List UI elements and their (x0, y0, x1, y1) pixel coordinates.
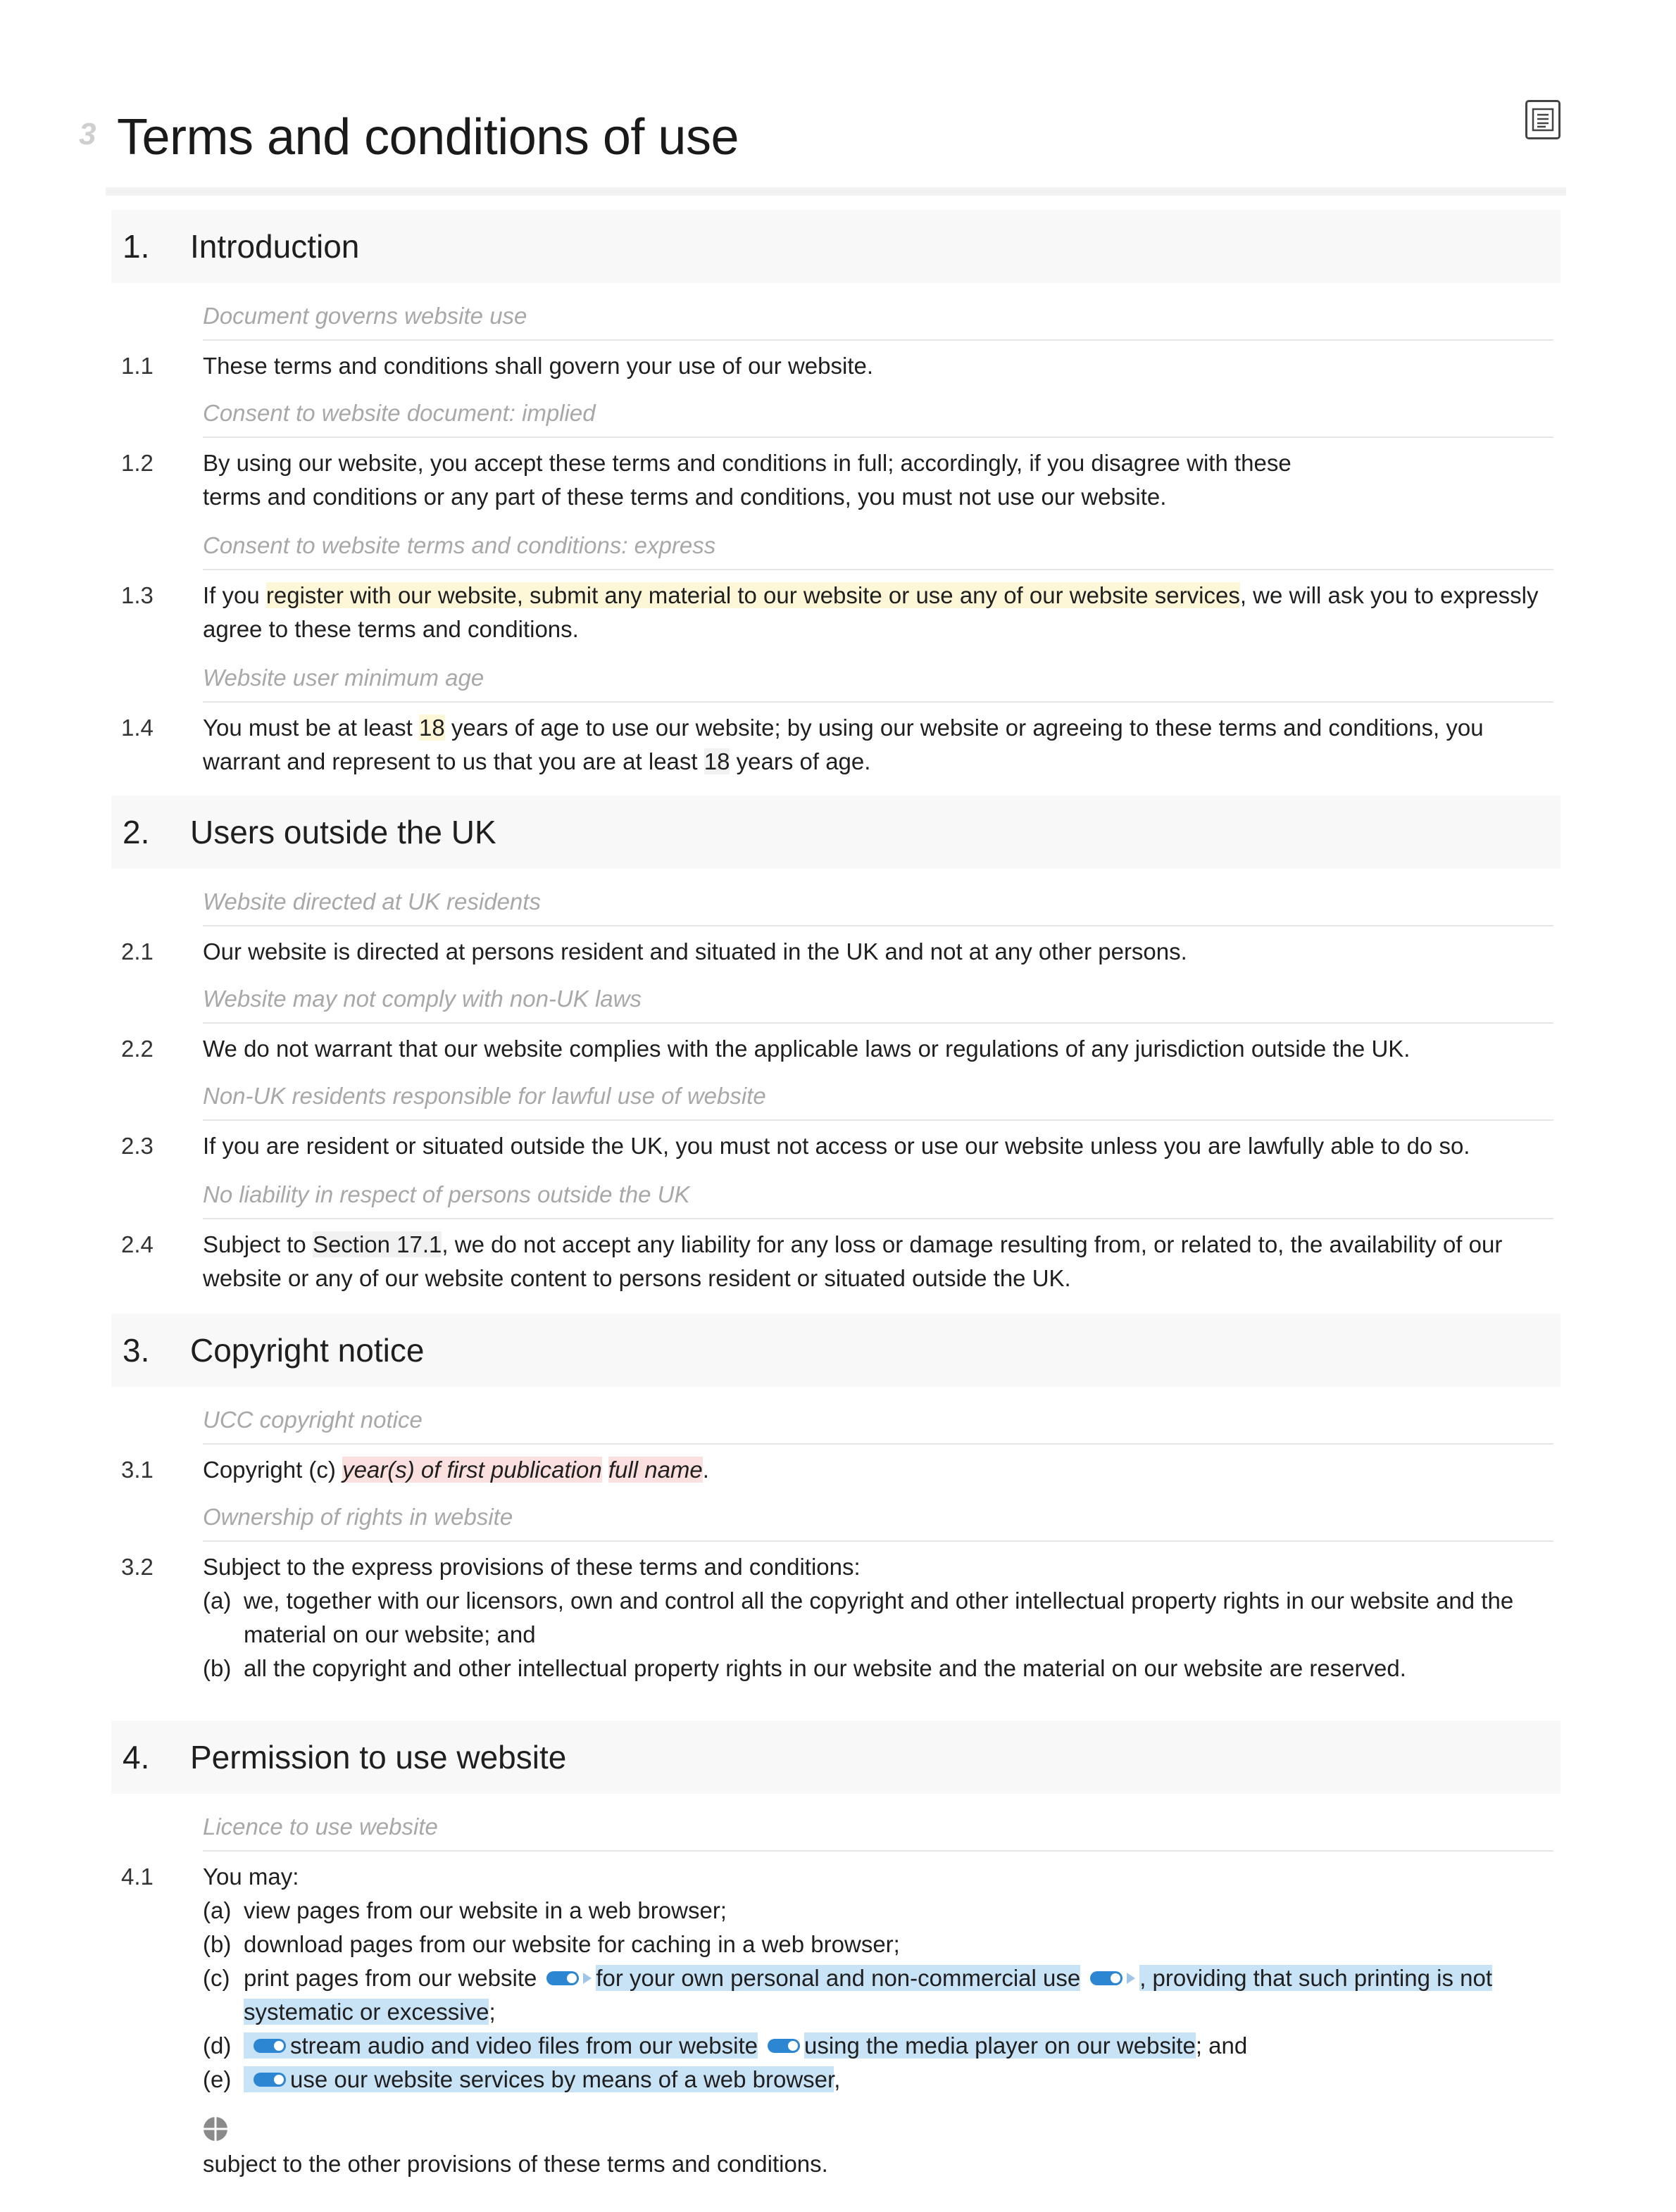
clause-note: Licence to use website (203, 1811, 1553, 1852)
clause-number: 2.4 (121, 1231, 154, 1257)
clause-number: 1.1 (121, 353, 154, 379)
subclause-text: download pages from our website for caching in a web browser; (244, 1931, 900, 1957)
section-title: Copyright notice (190, 1332, 425, 1369)
section-number: 3. (123, 1332, 150, 1369)
clause-number: 2.2 (121, 1036, 154, 1062)
cross-reference-link[interactable]: Section 17.1 (312, 1231, 442, 1257)
subclause-text: all the copyright and other intellectual property rights in our website and the material on our website are reserved. (244, 1655, 1406, 1681)
clause-text: By using our website, you accept these terms and conditions in full; accordingly, if you disagree with these terms and conditions or any part of these terms and conditions, you must not use our website. (203, 450, 1292, 510)
clause-note: Website directed at UK residents (203, 886, 1553, 926)
document-logo-icon: 3 (79, 117, 96, 151)
clause-number: 1.2 (121, 450, 154, 476)
clause-text: We do not warrant that our website complies with the applicable laws or regulations of any jurisdiction outside the UK. (203, 1036, 1411, 1062)
clause-number: 4.1 (121, 1864, 154, 1890)
age-field[interactable]: 18 (703, 748, 730, 774)
toggle-on-icon[interactable] (254, 2073, 286, 2087)
section-number: 1. (123, 228, 150, 265)
clause-text: Subject to Section 17.1, we do not accept any liability for any loss or damage resulting from, or related to, the availability of our website or any of our website content to persons resident or situated outside the UK. (203, 1231, 1503, 1291)
clause-note: Document governs website use (203, 300, 1553, 341)
section-heading-introduction (111, 210, 1561, 283)
optional-text-highlight[interactable]: use our website services by means of a web browser (290, 2066, 834, 2092)
section-title: Users outside the UK (190, 814, 496, 850)
optional-text-highlight[interactable]: for your own personal and non-commercial use (596, 1965, 1081, 1991)
page-title: Terms and conditions of use (117, 109, 739, 165)
clause-note: Non-UK residents responsible for lawful use of website (203, 1080, 1553, 1121)
table-of-contents-icon[interactable] (1525, 100, 1561, 139)
clause-note: No liability in respect of persons outside the UK (203, 1179, 1553, 1219)
section-number: 2. (123, 814, 150, 850)
clause-note: Website user minimum age (203, 662, 1553, 703)
optional-text-highlight[interactable]: , providing that such printing is not systematic or excessive (244, 1965, 1493, 2025)
optional-text-highlight[interactable]: register with our website, submit any material to our website or use any of our website services (265, 582, 1240, 608)
clause-text: These terms and conditions shall govern your use of our website. (203, 353, 874, 379)
toggle-on-icon[interactable] (1090, 1971, 1122, 1985)
toggle-on-icon[interactable] (768, 2039, 800, 2053)
section-heading-permission-to-use (111, 1721, 1561, 1794)
clause-number: 1.3 (121, 582, 154, 608)
section-title: Permission to use website (190, 1739, 567, 1776)
clause-text: If you register with our website, submit any material to our website or use any of our website services, we will ask you to expressly agree to these terms and conditions. (203, 582, 1539, 642)
subclause-text: view pages from our website in a web browser; (244, 1897, 727, 1923)
subclause-label: (d) (203, 2032, 232, 2059)
clause-closing-text: subject to the other provisions of these terms and conditions. (203, 2151, 828, 2177)
toggle-on-icon[interactable] (254, 2039, 286, 2053)
section-heading-copyright-notice (111, 1314, 1561, 1387)
section-number: 4. (123, 1739, 150, 1776)
subclause-label: (e) (203, 2066, 232, 2092)
subclause-label: (a) (203, 1588, 232, 1614)
clause-text: You may: (203, 1864, 299, 1890)
section-heading-users-outside-uk (111, 796, 1561, 869)
full-name-field[interactable]: full name (608, 1457, 703, 1483)
clause-text: Our website is directed at persons resident and situated in the UK and not at any other persons. (203, 938, 1187, 964)
clause-number: 3.2 (121, 1554, 154, 1580)
optional-text-highlight[interactable]: using the media player on our website (804, 2032, 1196, 2059)
clause-note: UCC copyright notice (203, 1404, 1553, 1445)
subclause-label: (b) (203, 1931, 232, 1957)
clause-text: If you are resident or situated outside the UK, you must not access or use our website unless you are lawfully able to do so. (203, 1133, 1470, 1159)
clause-text: Copyright (c) year(s) of first publication full name. (203, 1457, 709, 1483)
toggle-arrow-icon (1127, 1973, 1135, 1984)
subclause-label: (a) (203, 1897, 232, 1923)
globe-icon[interactable] (203, 2116, 228, 2142)
section-title: Introduction (190, 228, 360, 265)
clause-number: 1.4 (121, 715, 154, 741)
clause-number: 2.3 (121, 1133, 154, 1159)
clause-text: Subject to the express provisions of these terms and conditions: (203, 1554, 861, 1580)
clause-note: Ownership of rights in website (203, 1501, 1553, 1542)
clause-number: 2.1 (121, 938, 154, 964)
clause-note: Website may not comply with non-UK laws (203, 983, 1553, 1024)
toggle-on-icon[interactable] (546, 1971, 579, 1985)
subclause-text: stream audio and video files from our website using the media player on our website; and (244, 2029, 1562, 2063)
subclause-label: (b) (203, 1655, 232, 1681)
clause-note: Consent to website terms and conditions: express (203, 529, 1553, 570)
optional-text-highlight[interactable]: stream audio and video files from our website (290, 2032, 758, 2059)
age-field[interactable]: 18 (418, 715, 445, 741)
subclause-text: use our website services by means of a web browser, (244, 2063, 1562, 2097)
clause-note: Consent to website document: implied (203, 397, 1553, 438)
subclause-label: (c) (203, 1965, 230, 1991)
subclause-text: print pages from our website for your own personal and non-commercial use , providing that such printing is not systematic or excessive; (244, 1965, 1493, 2025)
clause-text: You must be at least 18 years of age to use our website; by using our website or agreeing to these terms and conditions, you warrant and represent to us that you are at least 18 years of age. (203, 715, 1484, 774)
year-field[interactable]: year(s) of first publication (342, 1457, 602, 1483)
toggle-arrow-icon (583, 1973, 592, 1984)
clause-number: 3.1 (121, 1457, 154, 1483)
title-divider (106, 187, 1566, 196)
subclause-text: we, together with our licensors, own and control all the copyright and other intellectual property rights in our website and the material on our website; and (244, 1588, 1514, 1647)
